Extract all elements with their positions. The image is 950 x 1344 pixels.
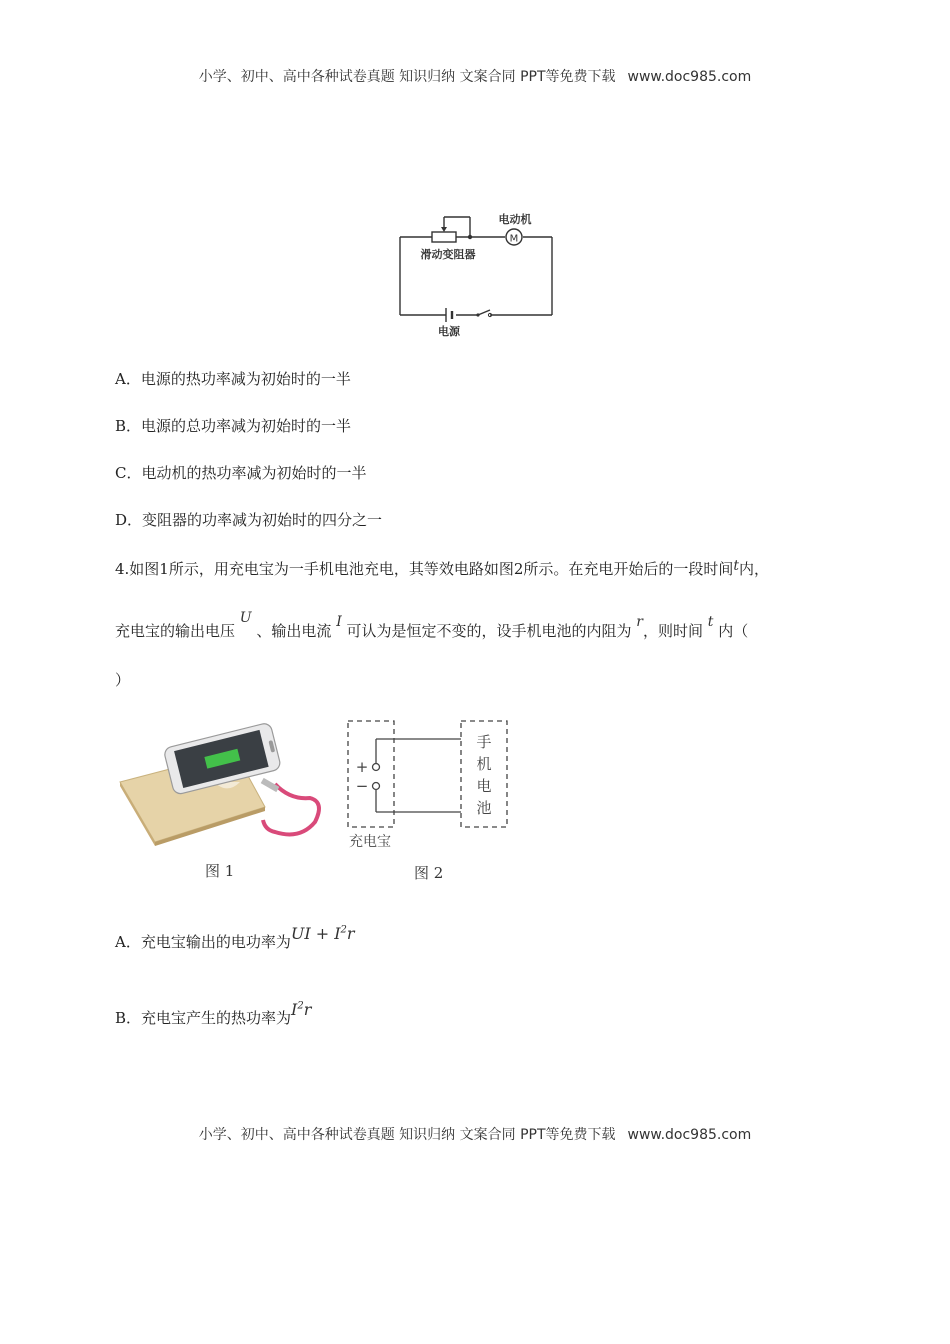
q4-line1-end: 内， (739, 560, 770, 578)
q3-option-d: D．变阻器的功率减为初始时的四分之一 (115, 511, 383, 529)
formula-b-part2: r (303, 1000, 312, 1019)
battery-label-1: 手 (476, 733, 492, 751)
q4-option-b-text: B．充电宝产生的热功率为 (115, 1009, 292, 1027)
formula-b-sup: 2 (297, 1000, 304, 1012)
battery-label-3: 电 (476, 777, 492, 795)
q4-option-b-formula (291, 1000, 311, 1019)
motor-letter: M (509, 233, 519, 245)
battery-label-2: 机 (476, 755, 492, 773)
formula-a-part1: UI + I (290, 924, 341, 943)
circuit-diagram-motor (390, 205, 565, 345)
minus-sign: − (355, 777, 369, 795)
q4-option-a (115, 924, 355, 952)
var-r: r (636, 614, 643, 630)
var-U: U (239, 610, 252, 626)
var-t-2: t (707, 614, 714, 630)
q4-line2-a: 充电宝的输出电压 (115, 622, 236, 640)
header-text: 小学、初中、高中各种试卷真题 知识归纳 文案合同 PPT等免费下载 (198, 69, 616, 85)
q4-option-a-text: A．充电宝输出的电功率为 (115, 933, 291, 951)
footer-url[interactable]: www.doc985.com (627, 1127, 752, 1143)
battery-label-4: 池 (476, 799, 492, 817)
rheostat-label: 滑动变阻器 (420, 248, 476, 261)
page-footer (0, 1124, 950, 1144)
footer-text: 小学、初中、高中各种试卷真题 知识归纳 文案合同 PPT等免费下载 (198, 1127, 616, 1143)
var-I: I (336, 614, 342, 630)
var-t: t (733, 558, 740, 574)
q3-option-b: B．电源的总功率减为初始时的一半 (115, 417, 352, 435)
q4-line2-d: ，则时间 (643, 622, 704, 640)
q4-line1-text: 4.如图1所示，用充电宝为一手机电池充电，其等效电路如图2所示。在充电开始后的一段时间 (115, 560, 734, 578)
formula-b-part1: I (291, 1000, 298, 1019)
formula-a-part2: r (346, 924, 355, 943)
page-header (0, 66, 950, 86)
source-label: 电源 (438, 325, 460, 338)
figure-1-label: 图 1 (205, 862, 235, 880)
motor-label: 电动机 (498, 213, 532, 226)
q4-stem-line1 (115, 558, 769, 579)
q4-option-a-formula (291, 924, 355, 943)
q4-option-b (115, 1000, 312, 1028)
q3-option-c: C．电动机的热功率减为初始时的一半 (115, 464, 367, 482)
q4-line2-b: 、输出电流 (256, 622, 332, 640)
figure-2-equivalent-circuit (340, 715, 520, 855)
figure-2-label: 图 2 (414, 864, 444, 882)
charger-label: 充电宝 (349, 834, 391, 850)
q4-stem-line3: ） (115, 671, 131, 689)
q4-stem-line2 (115, 610, 749, 641)
q4-line2-e: 内（ (718, 622, 749, 640)
formula-a-sup: 2 (340, 924, 347, 936)
plus-sign: + (355, 758, 369, 776)
figure-1-powerbank-photo (115, 722, 330, 847)
header-url[interactable]: www.doc985.com (627, 69, 752, 85)
q3-option-a: A．电源的热功率减为初始时的一半 (115, 370, 351, 388)
q4-line2-c: 可认为是恒定不变的，设手机电池的内阻为 (346, 622, 632, 640)
